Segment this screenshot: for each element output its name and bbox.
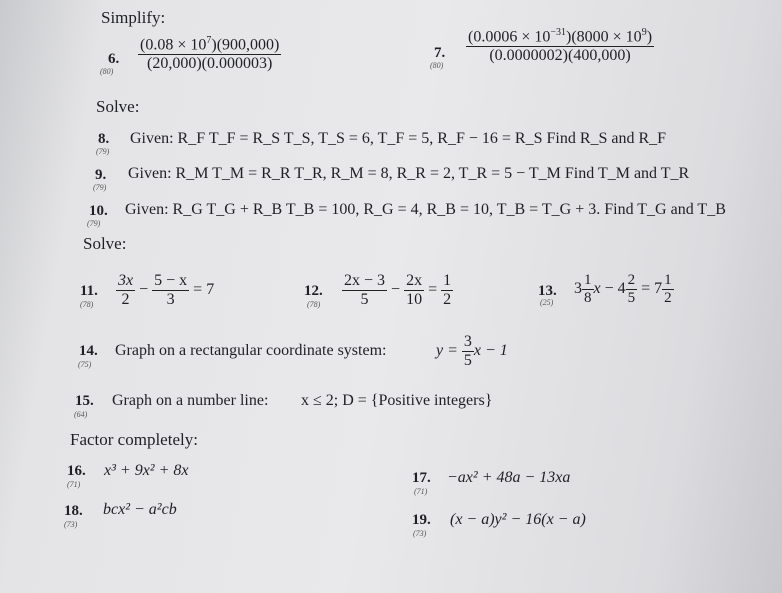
problem-6-expression	[138, 35, 281, 73]
problem-9-number: 9.	[95, 167, 107, 183]
problem-7-expression	[466, 27, 654, 65]
problem-7-numerator: $(0.0006 \times 10^{-31})(8000 \times 10^9)$	[468, 27, 653, 46]
problem-12-source: (78)	[307, 300, 321, 309]
problem-7-number: 7.	[434, 45, 446, 61]
problem-11-source: (78)	[80, 300, 94, 309]
problem-6-denominator: (20,000)(0.000003)	[147, 55, 273, 73]
problem-17-number: 17.	[412, 470, 431, 486]
problem-11-number: 11.	[80, 283, 98, 299]
problem-13-number: 13.	[538, 283, 557, 299]
problem-7-denominator: (0.0000002)(400,000)	[489, 47, 631, 65]
problem-19-source: (73)	[413, 529, 427, 538]
problem-14-number: 14.	[79, 343, 98, 359]
problem-14-source: (75)	[78, 360, 92, 369]
problem-18-expression: bcx² − a²cb	[103, 501, 177, 518]
problem-8-source: (79)	[96, 147, 110, 156]
problem-15-number: 15.	[75, 393, 94, 409]
problem-6-source: (80)	[100, 67, 114, 76]
problem-12-equation: $\frac{2x - 3}{5}$ − $\frac{2x}{10}$ = $\frac{1}{2}$	[344, 272, 452, 308]
problem-9-text: Given: R_M T_M = R_R T_R, R_M = 8, R_R = 2, T_R = 5 − T_M Find T_M and T_R	[128, 165, 690, 182]
problem-18-number: 18.	[64, 503, 83, 519]
problem-10-source: (79)	[87, 219, 101, 228]
problem-9-source: (79)	[93, 183, 107, 192]
problem-16-source: (71)	[67, 480, 81, 489]
problem-19-expression: (x − a)y² − 16(x − a)	[450, 511, 586, 528]
section-simplify: Simplify:	[101, 8, 166, 27]
problem-10-number: 10.	[89, 203, 108, 219]
problem-16-expression: x³ + 9x² + 8x	[104, 462, 189, 479]
problem-12-number: 12.	[304, 283, 323, 299]
problem-6-number: 6.	[108, 51, 120, 67]
problem-10-text: Given: R_G T_G + R_B T_B = 100, R_G = 4, R_B = 10, T_B = T_G + 3. Find T_G and T_B	[125, 201, 726, 218]
problem-15-condition: x ≤ 2; D = {Positive integers}	[301, 392, 493, 409]
problem-16-number: 16.	[67, 463, 86, 479]
problem-14-text: Graph on a rectangular coordinate system:	[115, 342, 387, 359]
problem-11-equation: $\frac{3x}{2}$ − $\frac{5 - x}{3}$ = 7	[118, 272, 215, 308]
problem-19-number: 19.	[412, 512, 431, 528]
section-solve-1: Solve:	[96, 97, 140, 116]
section-solve-2: Solve:	[83, 234, 127, 253]
problem-15-text: Graph on a number line:	[112, 392, 269, 409]
section-factor: Factor completely:	[70, 430, 198, 449]
problem-8-text: Given: R_F T_F = R_S T_S, T_S = 6, T_F = 5, R_F − 16 = R_S Find R_S and R_F	[130, 130, 667, 147]
problem-18-source: (73)	[64, 520, 78, 529]
problem-8-number: 8.	[98, 131, 110, 147]
problem-13-source: (25)	[540, 298, 554, 307]
problem-7-source: (80)	[430, 61, 444, 70]
problem-14-equation: y = $\frac{3}{5}$ x − 1	[436, 333, 508, 369]
problem-17-source: (71)	[414, 487, 428, 496]
problem-15-source: (64)	[74, 410, 88, 419]
problem-17-expression: −ax² + 48a − 13xa	[447, 469, 571, 486]
problem-13-equation: 3 $\frac{1}{8}$ x − 4 $\frac{2}{5}$ = 7 $\frac{1}{2}$	[574, 272, 672, 306]
problem-6-numerator: $(0.08 \times 10^7)(900,000)$	[140, 35, 280, 54]
